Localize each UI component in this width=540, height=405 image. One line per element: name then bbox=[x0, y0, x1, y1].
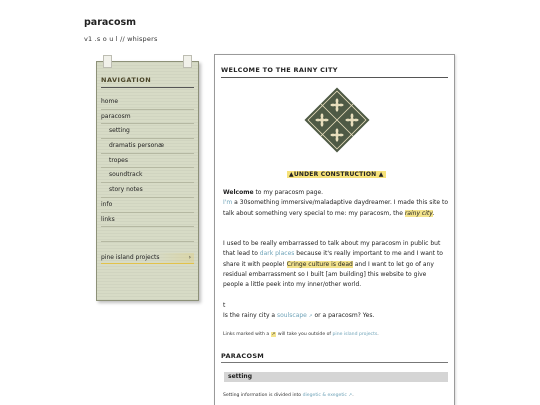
nav-item-story-notes[interactable]: story notes bbox=[101, 183, 194, 198]
cringe-culture-highlight: Cringe culture is dead bbox=[286, 260, 353, 268]
divider bbox=[101, 87, 194, 88]
page-title: WELCOME TO THE RAINY CITY bbox=[221, 66, 338, 74]
pine-island-label: pine island projects bbox=[101, 254, 160, 261]
text: . bbox=[352, 393, 354, 398]
setting-subheading: setting bbox=[224, 372, 448, 382]
external-link-icon: ↗ bbox=[271, 332, 276, 337]
divider bbox=[221, 77, 448, 78]
nav-item-info[interactable]: info bbox=[101, 198, 194, 213]
text: Setting information is divided into bbox=[223, 393, 303, 398]
text: a 30something immersive/maladaptive daydreamer. I made this site to talk about something very special to me: my paracosm, the bbox=[223, 199, 449, 217]
warning-icon: ▲ bbox=[289, 171, 294, 178]
warning-icon: ▲ bbox=[378, 171, 384, 178]
pine-island-projects-link[interactable]: pine island projects bbox=[332, 332, 378, 337]
dark-places-link[interactable]: dark places bbox=[259, 250, 295, 258]
external-links-note bbox=[223, 332, 379, 337]
im-link[interactable]: I'm bbox=[223, 199, 233, 207]
embarrassment-paragraph bbox=[223, 239, 448, 290]
nav-item-home[interactable]: home bbox=[101, 95, 194, 110]
external-link-icon: ↗ bbox=[348, 393, 353, 398]
navigation-heading: NAVIGATION bbox=[101, 76, 152, 84]
rainy-city-emblem-icon bbox=[303, 86, 371, 154]
nav-item-empty bbox=[101, 227, 194, 242]
text: to my paracosm page. bbox=[253, 189, 324, 196]
text: or a paracosm? Yes. bbox=[312, 312, 375, 319]
divider bbox=[221, 362, 448, 363]
diegetic-exegetic-link[interactable]: diegetic & exegetic bbox=[302, 393, 347, 398]
nav-item-soundtrack[interactable]: soundtrack bbox=[101, 168, 194, 183]
paracosm-section-heading: PARACOSM bbox=[221, 352, 265, 360]
chevron-right-icon: › bbox=[188, 254, 191, 261]
nav-item-dramatis-personae[interactable]: dramatis personæ bbox=[101, 139, 194, 154]
welcome-word: Welcome bbox=[223, 189, 254, 196]
emblem-diamond bbox=[304, 87, 369, 152]
pine-island-projects-link[interactable] bbox=[101, 253, 194, 264]
setting-description bbox=[223, 393, 354, 398]
rainy-city-highlight: rainy city bbox=[404, 209, 433, 217]
site-tagline: v1 .s o u l // whispers bbox=[84, 35, 158, 43]
soulscape-paragraph bbox=[223, 311, 448, 322]
nav-item-paracosm[interactable]: paracosm bbox=[101, 110, 194, 125]
text: Is the rainy city a bbox=[223, 312, 277, 319]
construction-label: UNDER CONSTRUCTION bbox=[293, 171, 377, 178]
nav-item-setting[interactable]: setting bbox=[101, 124, 194, 139]
text: . bbox=[377, 332, 379, 337]
tape-decoration bbox=[183, 55, 192, 68]
external-link-icon: ↗ bbox=[308, 314, 313, 319]
under-construction-banner bbox=[287, 171, 386, 178]
site-title[interactable]: paracosm bbox=[84, 17, 137, 28]
text: because it's really important to me and I want to share it with people! bbox=[223, 250, 443, 268]
text: I used to be really embarrassed to talk about my paracosm in public but that lead to bbox=[223, 240, 441, 258]
main-content-panel bbox=[214, 54, 455, 405]
text: Links marked with a bbox=[223, 332, 271, 337]
text: . bbox=[432, 209, 435, 217]
navigation-sidebar bbox=[96, 61, 199, 301]
stray-character: t bbox=[223, 302, 226, 309]
nav-item-links[interactable]: links bbox=[101, 213, 194, 228]
text: and I want to let go of any residual embarrassment so I built [am building] this website to give people a little peek into my inner/other world. bbox=[223, 260, 434, 289]
nav-list bbox=[101, 95, 194, 242]
intro-paragraph bbox=[223, 188, 448, 219]
text: will take you outside of bbox=[276, 332, 333, 337]
nav-item-tropes[interactable]: tropes bbox=[101, 154, 194, 169]
tape-decoration bbox=[103, 55, 112, 68]
soulscape-link[interactable]: soulscape bbox=[277, 312, 307, 319]
